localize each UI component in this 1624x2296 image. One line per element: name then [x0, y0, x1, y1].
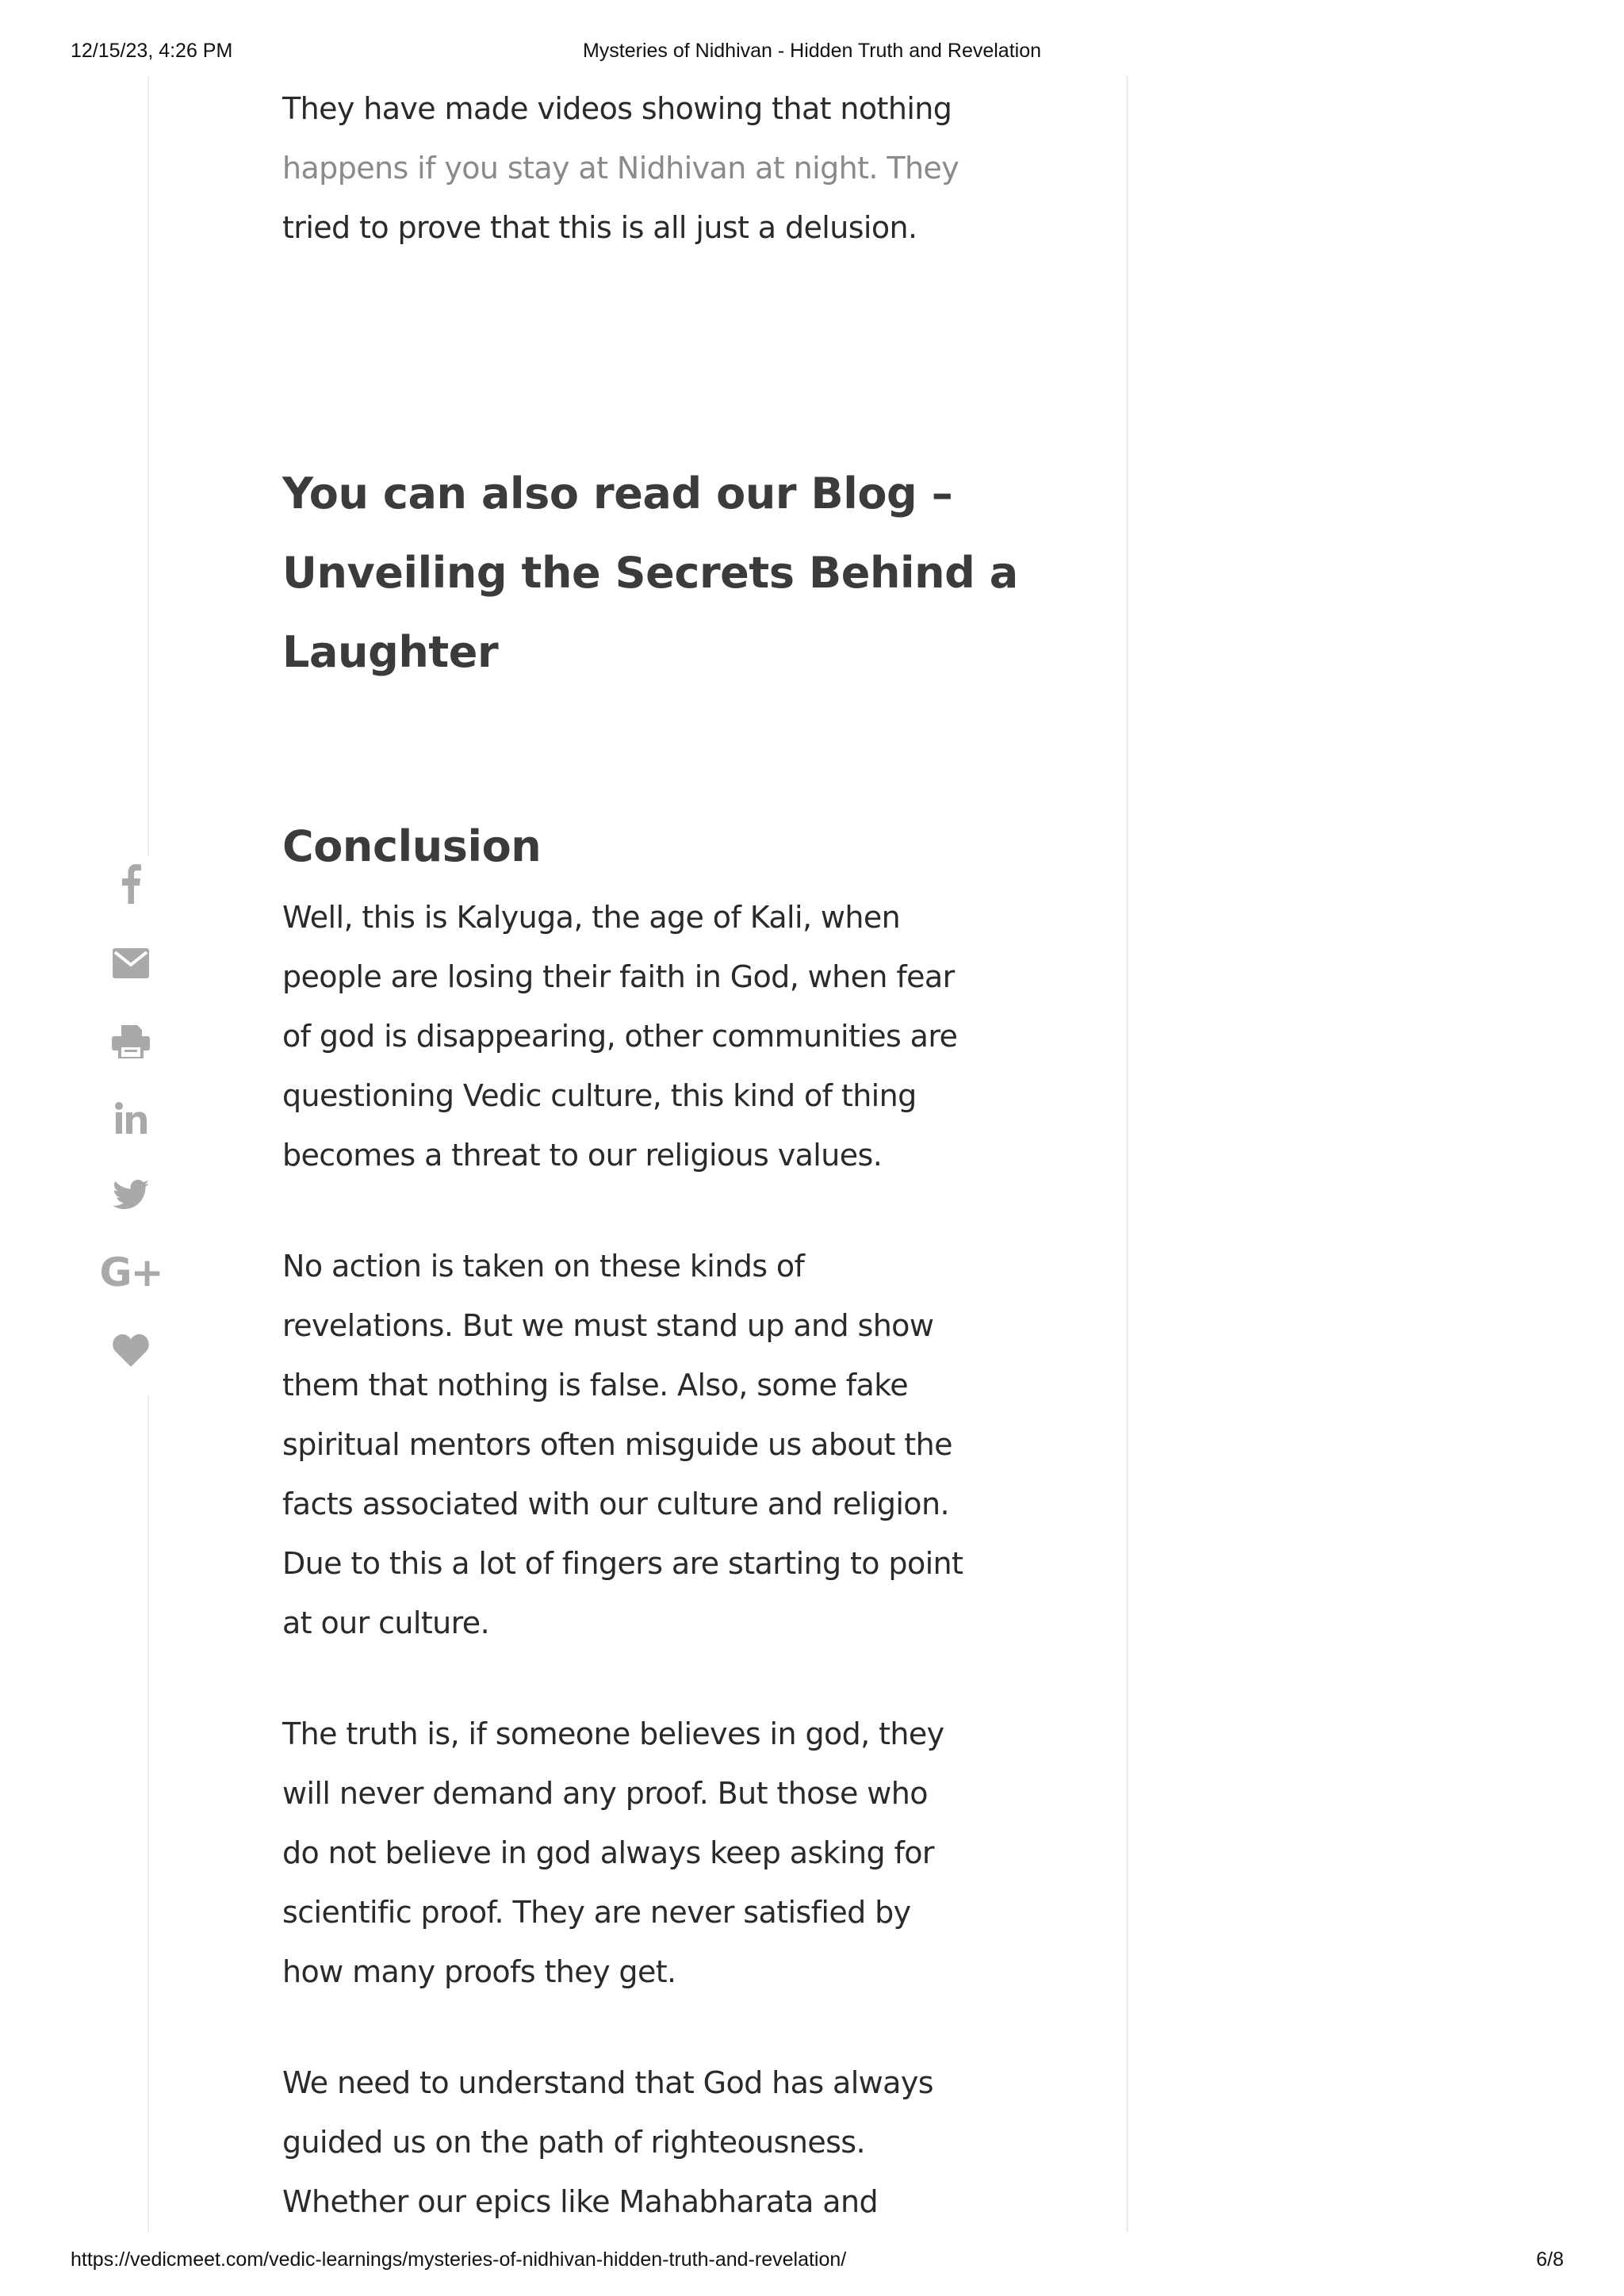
text-line: at our culture.	[282, 1605, 490, 1640]
text-line: No action is taken on these kinds of	[282, 1249, 805, 1284]
text-line: how many proofs they get.	[282, 1954, 676, 1989]
text-line: The truth is, if someone believes in god, they	[282, 1716, 944, 1751]
text-line: They have made videos showing that nothing	[282, 91, 952, 126]
google-plus-icon[interactable]: G+	[99, 1249, 163, 1295]
text-line: Whether our epics like Mahabharata and	[282, 2184, 878, 2219]
conclusion-heading: Conclusion	[282, 821, 542, 871]
text-line: revelations. But we must stand up and show	[282, 1308, 934, 1343]
print-datetime: 12/15/23, 4:26 PM	[71, 40, 233, 62]
text-line: We need to understand that God has always	[282, 2065, 933, 2100]
print-icon[interactable]	[95, 1013, 167, 1069]
print-footer	[0, 2248, 1624, 2274]
text-line: facts associated with our culture and religion.	[282, 1487, 949, 1521]
text-line: Well, this is Kalyuga, the age of Kali, when	[282, 900, 901, 935]
text-line: spiritual mentors often misguide us about the	[282, 1427, 952, 1462]
paragraph-3	[282, 1705, 1004, 2002]
heart-icon[interactable]	[95, 1322, 167, 1378]
text-line: questioning Vedic culture, this kind of thing	[282, 1078, 917, 1113]
print-url: https://vedicmeet.com/vedic-learnings/mysteries-of-nidhivan-hidden-truth-and-revelation/	[71, 2248, 847, 2271]
print-header	[0, 40, 1624, 65]
text-line: will never demand any proof. But those who	[282, 1776, 928, 1811]
print-page-title: Mysteries of Nidhivan - Hidden Truth and Revelation	[582, 40, 1042, 62]
text-line: do not believe in god always keep asking for	[282, 1835, 934, 1870]
facebook-icon[interactable]	[95, 856, 167, 912]
social-share-rail	[95, 856, 167, 1395]
heading-line[interactable]: You can also read our Blog –	[282, 469, 953, 519]
text-line: happens if you stay at Nidhivan at night. They	[282, 151, 959, 186]
paragraph-1	[282, 888, 1004, 1185]
text-line: of god is disappearing, other communities are	[282, 1019, 958, 1054]
text-line: them that nothing is false. Also, some fake	[282, 1368, 909, 1402]
print-page-number: 6/8	[1536, 2248, 1564, 2271]
paragraph-4	[282, 2053, 1004, 2232]
content-column-right-border	[1126, 75, 1128, 2232]
text-line: tried to prove that this is all just a delusion.	[282, 210, 917, 245]
paragraph-2	[282, 1237, 1004, 1653]
intro-paragraph	[282, 79, 1004, 258]
heading-line[interactable]: Laughter	[282, 627, 499, 677]
heading-line[interactable]: Unveiling the Secrets Behind a	[282, 548, 1018, 598]
related-blog-heading[interactable]	[282, 454, 1044, 692]
text-line: guided us on the path of righteousness.	[282, 2125, 865, 2160]
email-icon[interactable]	[95, 936, 167, 991]
text-line: Due to this a lot of fingers are starting to point	[282, 1546, 963, 1581]
linkedin-icon[interactable]	[95, 1090, 167, 1146]
text-line: scientific proof. They are never satisfied by	[282, 1895, 911, 1930]
text-line: people are losing their faith in God, when fear	[282, 959, 955, 994]
twitter-icon[interactable]	[95, 1167, 167, 1223]
text-line: becomes a threat to our religious values.	[282, 1138, 883, 1173]
